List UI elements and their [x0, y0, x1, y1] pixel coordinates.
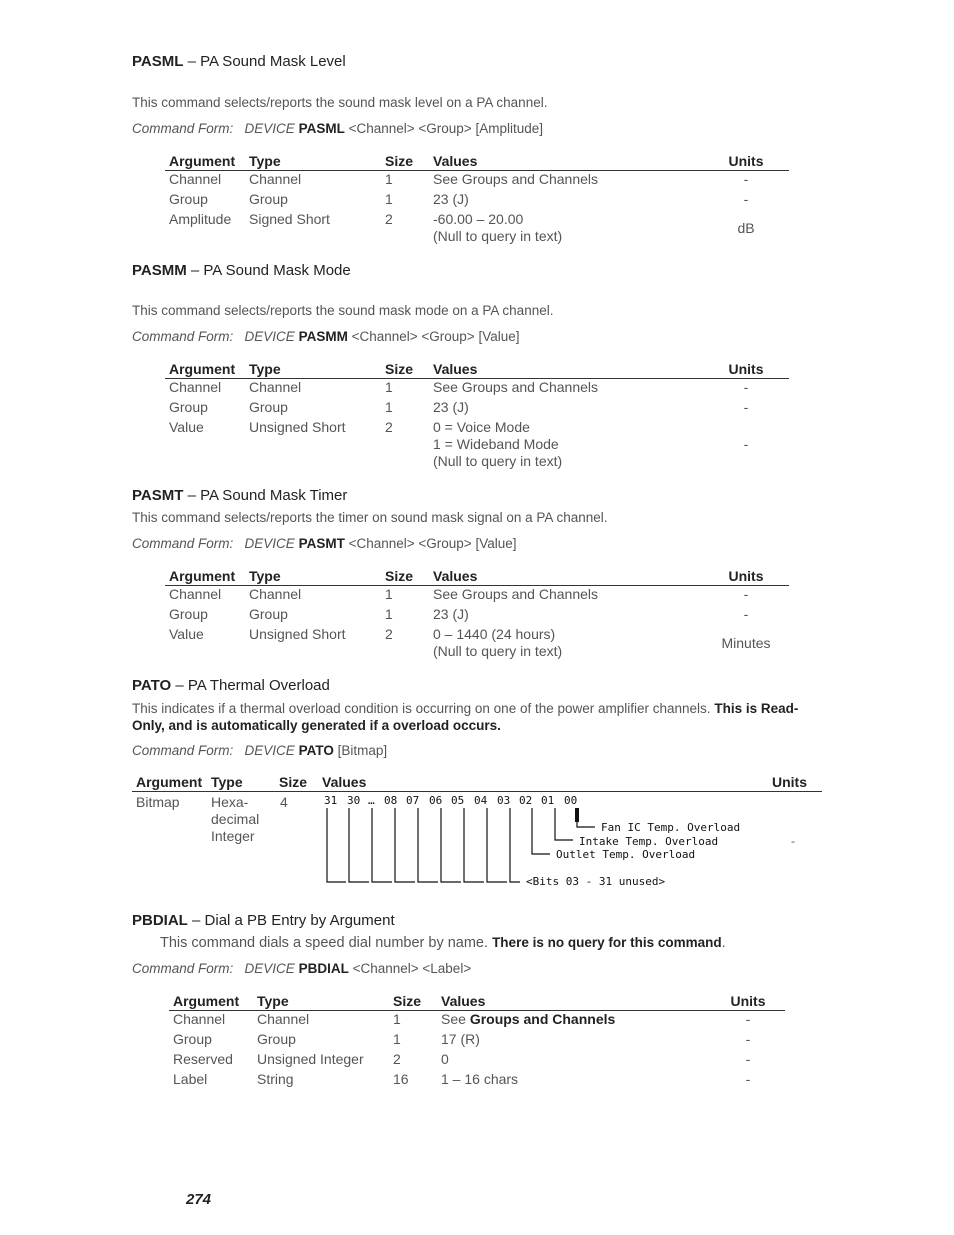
column-header-size: Size [381, 358, 429, 379]
command-title: – PA Sound Mask Timer [187, 487, 348, 504]
command-form [132, 536, 516, 551]
column-header-argument: Argument [165, 358, 245, 379]
column-header-values: Values [437, 990, 707, 1011]
argument-cell: Group [169, 399, 208, 415]
command-form-device: DEVICE [244, 961, 295, 976]
column-header-units: Units [699, 358, 789, 379]
command-title: – PA Thermal Overload [175, 677, 330, 694]
type-cell [211, 794, 259, 845]
table-row [165, 379, 789, 400]
value-line: 0 – 1440 (24 hours) [433, 626, 556, 642]
value-line: -60.00 – 20.00 [433, 211, 524, 227]
bit-label: … [368, 794, 375, 807]
units-cell: - [745, 1031, 751, 1047]
command-code: PBDIAL [132, 912, 188, 929]
command-description: This command selects/reports the sound mask level on a PA channel. [132, 95, 548, 110]
values-cell [429, 211, 699, 245]
section-heading-pbdial [132, 912, 395, 929]
bit-label: 08 [384, 794, 398, 807]
command-form-device: DEVICE [244, 121, 295, 136]
units-cell: - [743, 191, 749, 207]
argument-table [169, 990, 785, 1091]
command-form-device: DEVICE [244, 329, 295, 344]
command-form [132, 329, 519, 344]
type-cell: Signed Short [249, 211, 330, 227]
values-cell [437, 1011, 707, 1032]
command-code: PASMM [132, 262, 187, 279]
size-cell: 1 [385, 606, 393, 622]
values-cell [429, 419, 699, 470]
value-line: (Null to query in text) [433, 228, 563, 244]
column-header-type: Type [245, 358, 381, 379]
command-title: – Dial a PB Entry by Argument [192, 912, 395, 929]
values-prefix: See [441, 1011, 466, 1027]
type-line: Hexa- [211, 794, 249, 810]
column-header-type: Type [211, 774, 243, 790]
bit-label: 04 [474, 794, 488, 807]
argument-table [165, 565, 789, 660]
command-title: – PA Sound Mask Mode [190, 262, 351, 279]
argument-table [165, 150, 789, 245]
bitmap-table-header [132, 772, 822, 792]
values-cell: 0 [441, 1051, 449, 1067]
argument-cell: Group [169, 606, 208, 622]
description-text: This indicates if a thermal overload condition is occurring on one of the power amplifier channels. [132, 701, 711, 716]
type-cell: Channel [257, 1011, 310, 1027]
argument-cell: Amplitude [169, 211, 232, 227]
command-code: PASMT [132, 487, 184, 504]
type-cell: Group [249, 191, 288, 207]
table-header-row [165, 565, 789, 586]
size-cell: 1 [385, 379, 393, 395]
values-cell: 23 (J) [433, 191, 469, 207]
command-form-code: PASML [298, 121, 345, 136]
column-header-argument: Argument [165, 565, 245, 586]
values-cell: 1 – 16 chars [441, 1071, 519, 1087]
command-form-label: Command Form: [132, 961, 234, 976]
bit-label: 00 [564, 794, 578, 807]
column-header-values: Values [429, 565, 699, 586]
column-header-type: Type [253, 990, 389, 1011]
table-row [169, 1031, 785, 1051]
column-header-units: Units [772, 774, 807, 790]
table-row [165, 419, 789, 470]
value-line: (Null to query in text) [433, 453, 563, 469]
type-line: decimal [211, 811, 260, 827]
table-row [165, 171, 789, 192]
units-cell: - [743, 606, 749, 622]
type-cell: Group [249, 606, 288, 622]
argument-cell: Channel [173, 1011, 226, 1027]
size-cell: 1 [385, 191, 393, 207]
argument-cell: Value [169, 626, 204, 642]
argument-cell: Channel [169, 586, 222, 602]
section-heading-pasmm [132, 262, 351, 279]
argument-cell: Channel [169, 379, 222, 395]
command-form-args: [Bitmap] [337, 743, 388, 758]
command-form-args: <Channel> <Group> [Value] [351, 329, 520, 344]
type-line: Integer [211, 828, 255, 844]
size-cell: 2 [385, 626, 393, 642]
units-cell: Minutes [721, 634, 771, 651]
type-cell: Unsigned Short [249, 419, 346, 435]
table-row [165, 399, 789, 419]
command-form [132, 961, 471, 976]
table-row [165, 626, 789, 660]
size-cell: 2 [393, 1051, 401, 1067]
table-row [165, 606, 789, 626]
argument-cell: Label [173, 1071, 208, 1087]
size-cell: 2 [385, 211, 393, 227]
column-header-values: Values [429, 150, 699, 171]
units-cell: - [743, 379, 749, 395]
column-header-argument: Argument [169, 990, 253, 1011]
argument-cell: Group [173, 1031, 212, 1047]
section-heading-pato [132, 677, 330, 694]
command-form-code: PATO [298, 743, 334, 758]
command-form [132, 743, 387, 758]
type-cell: Channel [249, 586, 302, 602]
values-cell: See Groups and Channels [433, 379, 598, 395]
size-cell: 1 [393, 1031, 401, 1047]
command-form-code: PASMT [298, 536, 345, 551]
command-form-label: Command Form: [132, 536, 234, 551]
command-form-args: <Channel> <Label> [352, 961, 472, 976]
value-line: 0 = Voice Mode [433, 419, 530, 435]
page-number: 274 [186, 1191, 212, 1208]
table-header-row [169, 990, 785, 1011]
units-cell: - [745, 1011, 751, 1027]
type-cell: Unsigned Integer [257, 1051, 364, 1067]
command-form [132, 121, 543, 136]
command-form-label: Command Form: [132, 121, 234, 136]
values-cell: See Groups and Channels [433, 171, 598, 187]
type-cell: Unsigned Short [249, 626, 346, 642]
size-cell: 4 [280, 794, 288, 810]
column-header-argument: Argument [165, 150, 245, 171]
argument-table [165, 358, 789, 470]
bit-label: 07 [406, 794, 420, 807]
column-header-units: Units [707, 990, 785, 1011]
value-line: (Null to query in text) [433, 643, 563, 659]
column-header-type: Type [245, 150, 381, 171]
bit-label: 02 [519, 794, 533, 807]
values-cell [429, 626, 699, 660]
column-header-size: Size [381, 565, 429, 586]
size-cell: 1 [385, 399, 393, 415]
argument-cell: Channel [169, 171, 222, 187]
size-cell: 1 [385, 171, 393, 187]
bitmap-diagram [320, 792, 790, 894]
argument-cell: Reserved [173, 1051, 233, 1067]
values-cell: See Groups and Channels [433, 586, 598, 602]
table-row [169, 1051, 785, 1071]
type-cell: Channel [249, 171, 302, 187]
bit-label: 31 [324, 794, 338, 807]
units-cell: - [743, 436, 749, 452]
bit-description: Outlet Temp. Overload [556, 848, 696, 861]
units-cell: dB [737, 219, 755, 236]
column-header-units: Units [699, 565, 789, 586]
description-end: . [721, 935, 726, 951]
table-header-row [165, 358, 789, 379]
bit-label: 03 [497, 794, 511, 807]
column-header-units: Units [699, 150, 789, 171]
argument-cell: Bitmap [136, 794, 180, 810]
bit-description: <Bits 03 - 31 unused> [526, 875, 666, 888]
size-cell: 1 [393, 1011, 401, 1027]
command-description [132, 700, 822, 734]
type-cell: Group [257, 1031, 296, 1047]
table-row [169, 1011, 785, 1032]
units-cell: - [743, 399, 749, 415]
column-header-type: Type [245, 565, 381, 586]
command-code: PASML [132, 53, 184, 70]
command-title: – PA Sound Mask Level [187, 53, 346, 70]
bit-label: 30 [347, 794, 361, 807]
column-header-values: Values [322, 774, 367, 790]
argument-cell: Group [169, 191, 208, 207]
bitmap-connector-lines [327, 808, 595, 882]
units-cell: - [743, 586, 749, 602]
command-code: PATO [132, 677, 172, 694]
description-text: This command dials a speed dial number by name. [160, 935, 489, 951]
command-description: This command selects/reports the sound mask mode on a PA channel. [132, 303, 554, 318]
units-cell: - [745, 1071, 751, 1087]
table-header-row [165, 150, 789, 171]
table-row [169, 1071, 785, 1091]
column-header-size: Size [381, 150, 429, 171]
table-row [165, 191, 789, 211]
bit-label: 06 [429, 794, 443, 807]
values-cell: 23 (J) [433, 606, 469, 622]
size-cell: 1 [385, 586, 393, 602]
bit-label: 05 [451, 794, 465, 807]
description-bold-text: Only, and is automatically generated if a overload occurs. [132, 718, 501, 733]
command-form-args: <Channel> <Group> [Amplitude] [348, 121, 543, 136]
size-cell: 2 [385, 419, 393, 435]
value-line: 1 = Wideband Mode [433, 436, 559, 452]
bit-label: 01 [541, 794, 555, 807]
command-description: This command selects/reports the timer on sound mask signal on a PA channel. [132, 510, 608, 525]
column-header-size: Size [389, 990, 437, 1011]
units-cell: - [745, 1051, 751, 1067]
type-cell: Channel [249, 379, 302, 395]
table-row [165, 211, 789, 245]
bit-description: Fan IC Temp. Overload [601, 821, 741, 834]
section-heading-pasmt [132, 487, 347, 504]
description-bold-text: This is Read- [714, 701, 799, 716]
command-form-device: DEVICE [244, 743, 295, 758]
column-header-argument: Argument [136, 774, 203, 790]
description-bold-text: There is no query for this command [492, 935, 722, 950]
command-form-label: Command Form: [132, 743, 234, 758]
section-heading-pasml [132, 53, 346, 70]
units-cell: - [791, 834, 795, 848]
bit-marker [575, 808, 579, 822]
table-row [165, 586, 789, 607]
groups-and-channels-link[interactable]: Groups and Channels [469, 1011, 616, 1027]
units-cell: - [743, 171, 749, 187]
values-cell: 23 (J) [433, 399, 469, 415]
command-form-args: <Channel> <Group> [Value] [348, 536, 517, 551]
size-cell: 16 [393, 1071, 409, 1087]
type-cell: String [257, 1071, 294, 1087]
bit-description: Intake Temp. Overload [579, 835, 719, 848]
command-form-code: PASMM [298, 329, 348, 344]
argument-cell: Value [169, 419, 204, 435]
command-form-device: DEVICE [244, 536, 295, 551]
command-form-code: PBDIAL [298, 961, 349, 976]
column-header-size: Size [279, 774, 308, 790]
column-header-values: Values [429, 358, 699, 379]
command-form-label: Command Form: [132, 329, 234, 344]
values-cell: 17 (R) [441, 1031, 480, 1047]
type-cell: Group [249, 399, 288, 415]
command-description [160, 935, 726, 951]
